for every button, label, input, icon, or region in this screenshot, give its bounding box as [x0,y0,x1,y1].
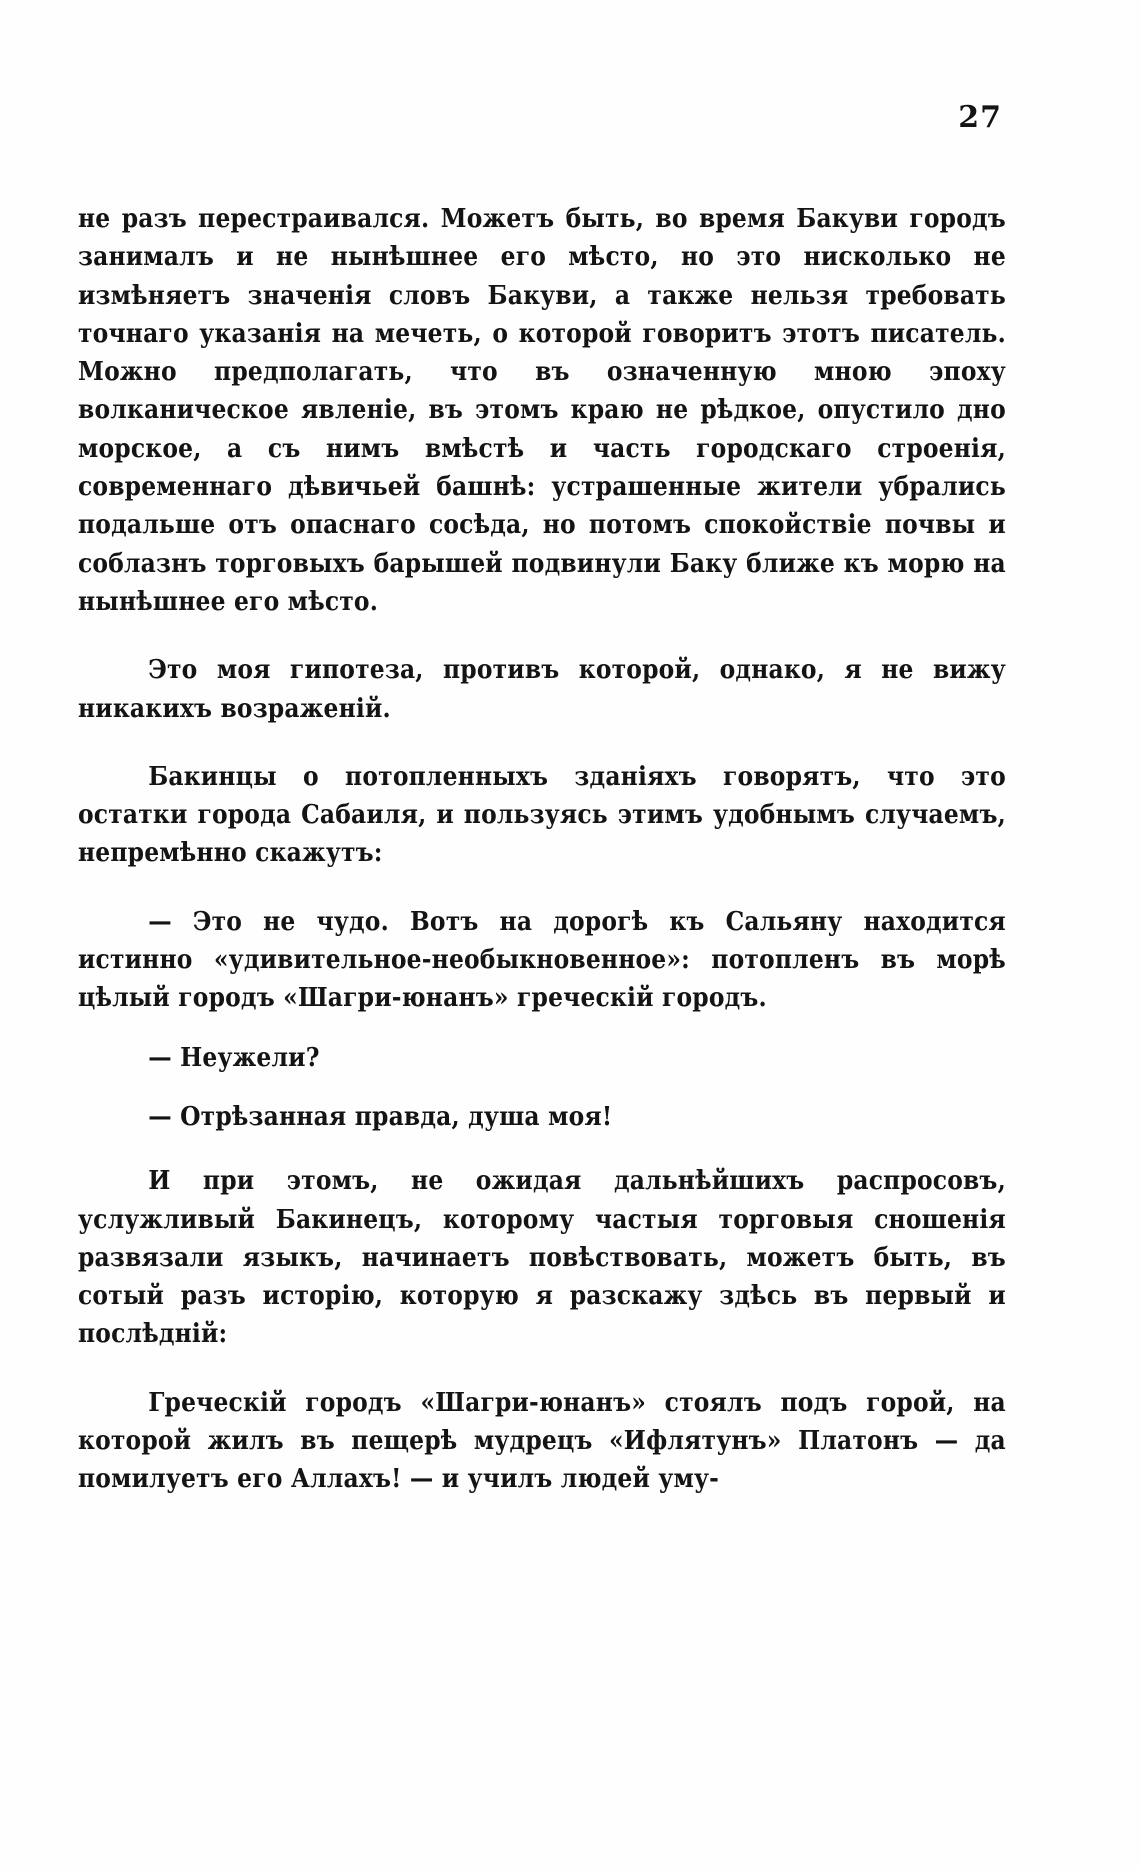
paragraph-1: не разъ перестраивался. Можетъ быть, во время Бакуви городъ занималъ и не нынѣшнее его мѣсто, но это нисколько не измѣняетъ значенія словъ Бакуви, а также нельзя требовать точнаго указанія на мечеть, о которой говоритъ этотъ писатель. Можно предполагать, что въ означенную мною эпоху волканическое явленіе, въ этомъ краю не рѣдкое, опустило дно морское, а съ нимъ вмѣстѣ и часть городскаго строенія, современнаго дѣвичьей башнѣ: устрашенные жители убрались подальше отъ опаснаго сосѣда, но потомъ спокойствіе почвы и соблазнъ торговыхъ барышей подвинули Баку ближе къ морю на нынѣшнее его мѣсто. [78,204,1006,617]
page-number: 27 [958,100,1002,135]
paragraph-2: Это моя гипотеза, противъ которой, однако, я не вижу никакихъ возраженій. [78,655,1006,724]
paragraph-3: Бакинцы о потопленныхъ зданіяхъ говорятъ, что это остатки города Сабаиля, и пользуясь этимъ удобнымъ случаемъ, непремѣнно скажутъ: [78,761,1006,869]
paragraph-5: Греческій городъ «Шагри-юнанъ» стоялъ подъ горой, на которой жилъ въ пещерѣ мудрецъ «Ифлятунъ» Платонъ — да помилуетъ его Аллахъ! — и училъ людей уму- [78,1387,1006,1495]
dialogue-line-1: — Это не чудо. Вотъ на дорогѣ къ Сальяну находится истинно «удивительное-необыкновенное»: потопленъ въ морѣ цѣлый городъ «Шагри-юнанъ» греческій городъ. [78,906,1006,1014]
body-text [78,200,1006,1499]
dialogue-line-3: — Отрѣзанная правда, душа моя! [148,1101,613,1132]
dialogue-line-2: — Неужели? [148,1042,320,1073]
paragraph-4: И при этомъ, не ожидая дальнѣйшихъ распросовъ, услужливый Бакинецъ, которому частыя торговыя сношенія развязали языкъ, начинаетъ повѣствовать, можетъ быть, въ сотый разъ исторію, которую я разскажу здѣсь въ первый и послѣдній: [78,1166,1006,1350]
